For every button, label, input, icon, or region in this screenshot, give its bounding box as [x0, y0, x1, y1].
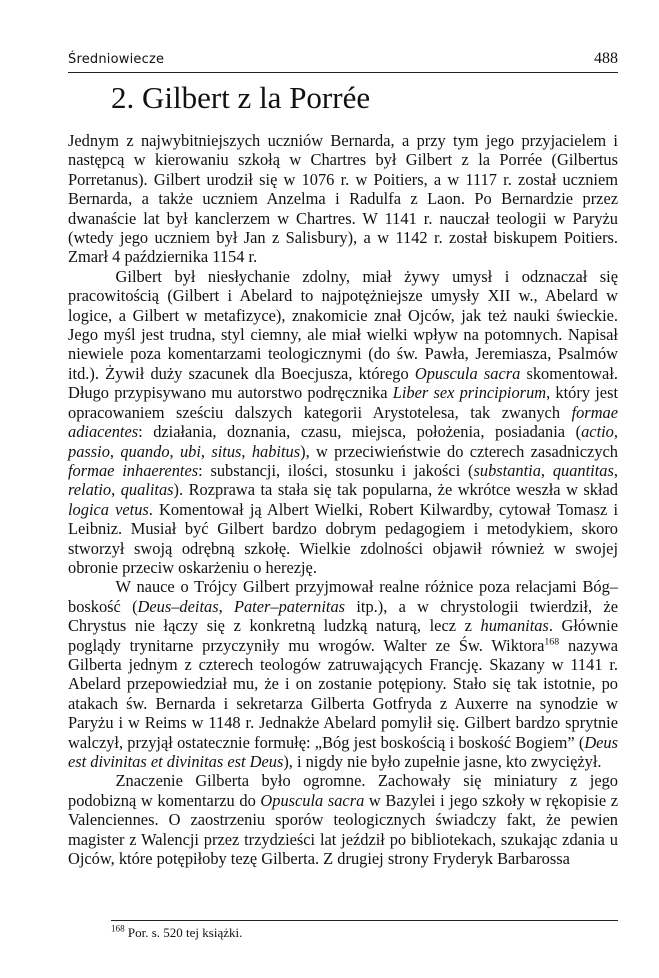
italic-term: actio: [581, 422, 614, 442]
text-run: ,: [613, 422, 618, 442]
running-head: [68, 50, 618, 70]
italic-term: quando: [120, 441, 170, 461]
text-run: ,: [613, 460, 618, 480]
text-run: Znaczenie Gilberta było ogromne. Zachowały się miniatury z jego podobizną w komentarzu do: [68, 771, 618, 810]
text-run: ,: [200, 441, 212, 461]
text-run: ,: [241, 441, 252, 461]
italic-term: Pater–paternitas: [233, 596, 346, 616]
italic-term: situs: [211, 441, 242, 461]
running-head-section: Średniowiecze: [68, 52, 165, 67]
text-run: . Komentował ją Albert Wielki, Robert Kilwardby, cytował Tomasz i Leibniz. Musiał być Gilbert bardzo dobrym pedagogiem i metodykiem, skoro stworzył swoją odrębną szkołę. Wielkie zdolności objawił również w swojej obronie przeciw oskarżeniu o herezję.: [68, 499, 619, 577]
italic-term: Opuscula sacra: [260, 790, 365, 810]
text-run: ), i nigdy nie było zupełnie jasne, kto zwyciężył.: [283, 752, 602, 771]
italic-term: passio: [68, 441, 110, 461]
italic-term: formae adiacentes: [68, 402, 618, 442]
footnote-reference: 168: [544, 636, 560, 648]
text-run: W nauce o Trójcy Gilbert przyjmował realne różnice poza relacjami Bóg–boskość (: [68, 577, 618, 616]
text-run: : działania, doznania, czasu, miejsca, położenia, posiadania (: [138, 422, 582, 442]
chapter-title: 2. Gilbert z la Porrée: [111, 80, 371, 115]
text-run: ,: [109, 441, 121, 461]
italic-term: logica vetus: [68, 499, 149, 519]
paragraph-2: [68, 267, 618, 578]
italic-term: Liber sex principiorum: [392, 383, 547, 403]
footnote-rule: [111, 920, 618, 921]
italic-term: Deus–deitas: [137, 596, 219, 616]
text-run: ,: [169, 441, 180, 461]
paragraph-3: [68, 577, 618, 771]
italic-term: qualitas: [120, 480, 174, 500]
header-rule: [68, 72, 618, 73]
italic-term: humanitas: [480, 616, 549, 636]
text-run: w Bazylei i jego szkoły w rękopisie z Valenciennes. O zaostrzeniu sporów teologicznych świadczy fakt, że pewien magister z Walencji przez trzydzieści lat jeździł po bibliotekach, szukając zdania u Ojców, które potępiłoby tezę Gilberta. Z drugiej strony Fryderyk Barbarossa: [68, 790, 619, 869]
italic-term: relatio: [68, 480, 112, 500]
footnote: [111, 925, 242, 941]
footnote-text: Por. s. 520 tej książki.: [127, 925, 243, 940]
text-run: ), w przeciwieństwie do czterech zasadniczych: [300, 441, 618, 461]
text-run: Gilbert był niesłychanie zdolny, miał żywy umysł i odznaczał się pracowitością (Gilbert i Abelard to najpotężniejsze umysły XII w., Abelard w logice, a Gilbert w metafizyce), znakomicie znał Ojców, jak też nauki świeckie. Jego myśl jest trudna, styl ciemny, ale miał wielki wpływ na potomnych. Napisał niewiele poza komentarzami teologicznymi (do św. Pawła, Jeremiasza, Psalmów itd.). Żywił duży szacunek dla Boecjusza, którego: [68, 266, 618, 383]
text-run: itp.), a w chrystologii twierdził, że Chrystus nie łączy się z konkretną ludzką naturą, lecz z: [68, 596, 618, 636]
text-run: ). Rozprawa ta stała się tak popularna, że wkrótce weszła w skład: [173, 480, 618, 500]
text-run: Jednym z najwybitniejszych uczniów Bernarda, a przy tym jego przyjacielem i następcą w kierowaniu szkołą w Chartres był Gilbert z la Porrée (Gilbertus Porretanus). Gilbert urodził się w 1076 r. w Poitiers, a w 1117 r. został uczniem Bernarda, a także uczniem Anzelma i Radulfa z Laon. Po Bernardzie przez dwanaście lat był kanclerzem w Chartres. W 1141 r. nauczał teologii w Paryżu (wtedy jego uczniem był Jan z Salisbury), a w 1142 r. został biskupem Poitiers. Zmarł 4 października 1154 r.: [68, 131, 618, 267]
italic-term: quantitas: [552, 460, 614, 480]
italic-term: substantia: [473, 460, 541, 480]
italic-term: formae inhaerentes: [68, 460, 199, 480]
italic-term: Deus est divinitas et divinitas est Deus: [68, 732, 618, 771]
italic-term: habitus: [251, 441, 301, 461]
italic-term: ubi: [179, 441, 201, 461]
text-run: : substancji, ilości, stosunku i jakości (: [198, 460, 474, 480]
body-text: [68, 131, 618, 868]
text-run: . Głównie poglądy trynitarne przyczyniły mu wrogów. Walter ze Św. Wiktora: [68, 616, 618, 655]
paragraph-4: [68, 771, 618, 868]
paragraph-1: [68, 131, 618, 267]
text-run: ,: [540, 460, 553, 480]
text-run: ,: [218, 596, 234, 616]
text-run: nazywa Gilberta jednym z czterech teologów zatruwających Francję. Skazany w 1141 r. Abelard przepowiedział mu, że i on zostanie potępiony. Stało się tak istotnie, po atakach św. Bernarda i sekretarza Gilberta Gotfryda z Auxerre na synodzie w Paryżu i w Reims w 1148 r. Jednakże Abelard pomylił się. Gilbert bardzo sprytnie walczył, przyjął ostatecznie formułę: „Bóg jest boskością i boskość Bogiem” (: [68, 635, 618, 752]
text-run: ,: [111, 480, 121, 500]
footnote-number: 168: [111, 923, 125, 934]
text-run: , który jest opracowaniem sześciu dalszych kategorii Arystotelesa, tak zwanych: [68, 383, 619, 422]
italic-term: Opuscula sacra: [414, 363, 521, 383]
text-run: skomentował. Długo przypisywano mu autorstwo podręcznika: [68, 363, 618, 403]
page-number: 488: [594, 50, 618, 67]
